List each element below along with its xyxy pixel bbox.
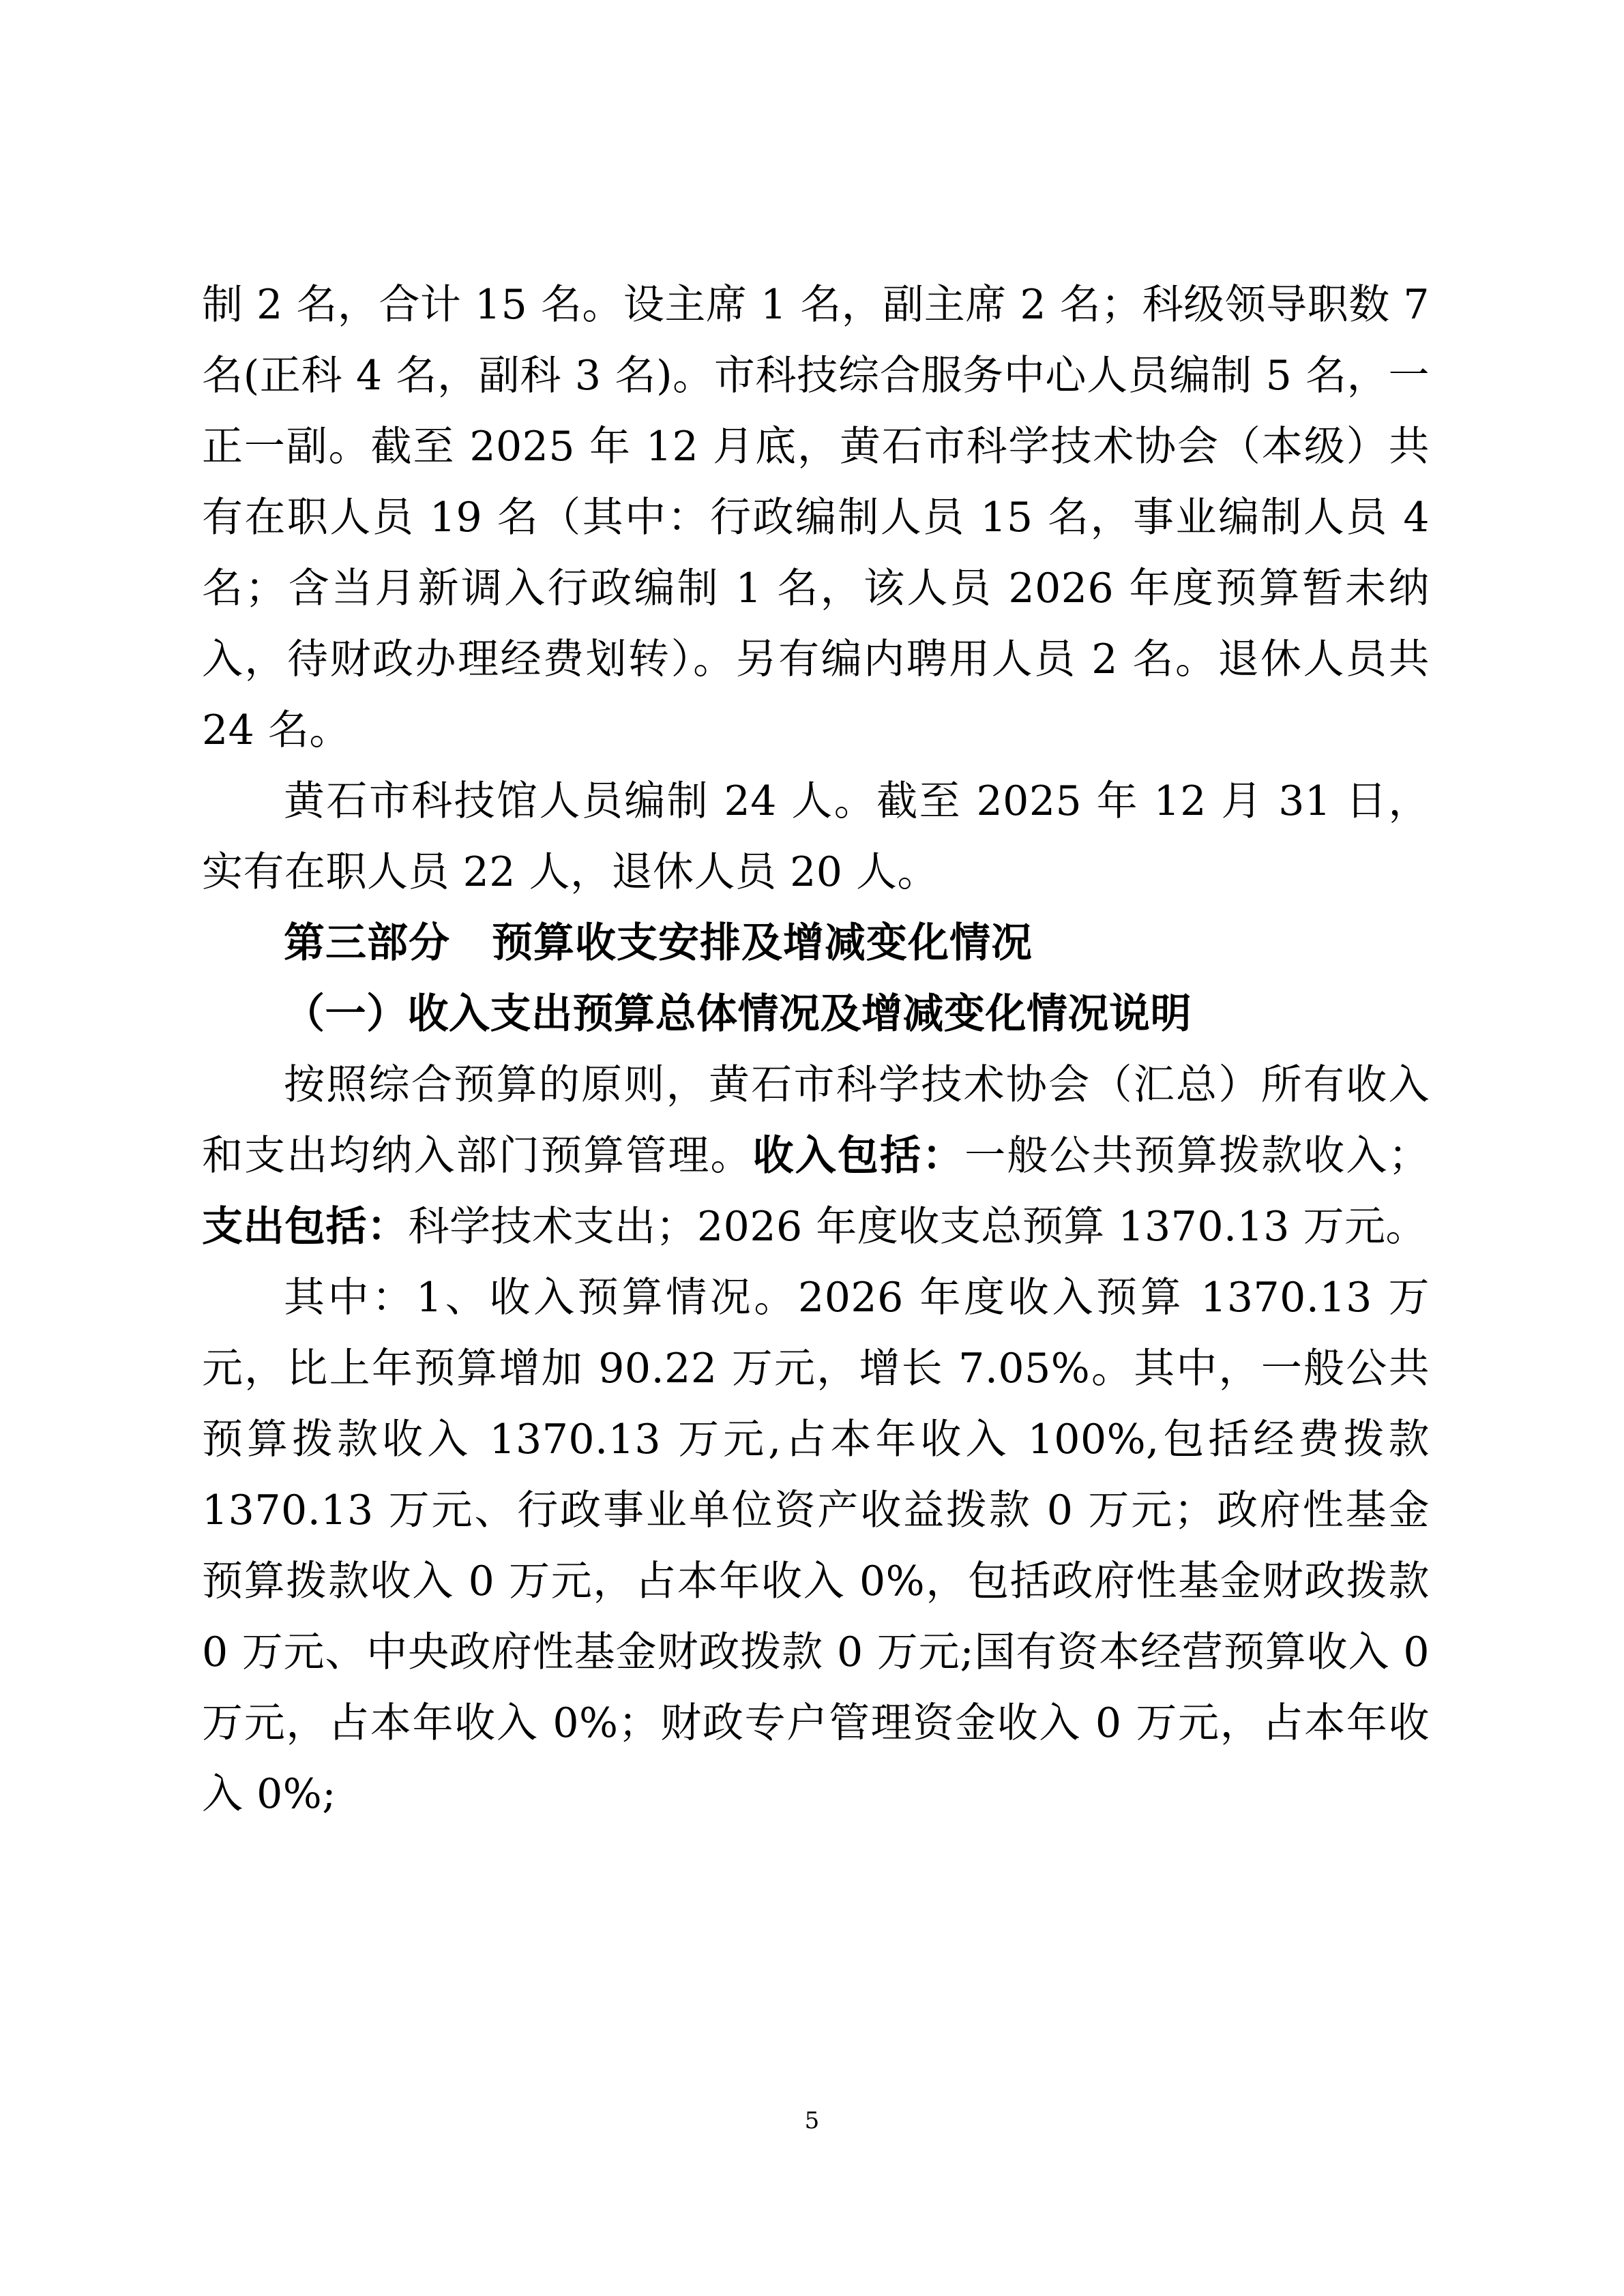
paragraph-income-budget: 其中：1、收入预算情况。2026 年度收入预算 1370.13 万元，比上年预算增加 90.22 万元，增长 7.05%。其中，一般公共预算拨款收入 1370.13 万元,占本年收入 100%,包括经费拨款 1370.13 万元、行政事业单位资产收益拨款 0 万元；政府性基金预算拨款收入 0 万元，占本年收入 0%，包括政府性基金财政拨款 0 万元、中央政府性基金财政拨款 0 万元;国有资本经营预算收入 0 万元，占本年收入 0%；财政专户管理资金收入 0 万元，占本年收入 0%; xyxy=(202,1274,1430,1818)
paragraph-budget-principle xyxy=(202,1049,1430,1262)
segment-strong-expenditure-includes: 支出包括： xyxy=(202,1203,409,1251)
paragraph-staffing-2: 黄石市科技馆人员编制 24 人。截至 2025 年 12 月 31 日，实有在职人员 22 人，退休人员 20 人。 xyxy=(202,777,1430,896)
segment-text-1: 按照综合预算的原则，黄石市科学技术协会（汇总）所有收入和支出均纳入部门预算管理。 xyxy=(202,1061,1430,1180)
page-number: 5 xyxy=(804,2107,820,2134)
section-heading-part-three: 第三部分 预算收支安排及增减变化情况 xyxy=(284,919,1033,967)
paragraph-staffing-1: 制 2 名，合计 15 名。设主席 1 名，副主席 2 名；科级领导职数 7 名(正科 4 名，副科 3 名)。市科技综合服务中心人员编制 5 名，一正一副。截至 2025 年 12 月底，黄石市科学技术协会（本级）共有在职人员 19 名（其中：行政编制人员 15 名，事业编制人员 4 名；含当月新调入行政编制 1 名，该人员 2026 年度预算暂未纳入，待财政办理经费划转）。另有编内聘用人员 2 名。退休人员共 24 名。 xyxy=(202,281,1430,754)
segment-text-3: 科学技术支出；2026 年度收支总预算 1370.13 万元。 xyxy=(408,1203,1428,1251)
subsection-heading-income-expenditure: （一）收入支出预算总体情况及增减变化情况说明 xyxy=(284,990,1192,1038)
page-content xyxy=(202,269,1430,1830)
segment-text-2: 一般公共预算拨款收入； xyxy=(964,1132,1430,1180)
segment-strong-income-includes: 收入包括： xyxy=(752,1132,965,1180)
